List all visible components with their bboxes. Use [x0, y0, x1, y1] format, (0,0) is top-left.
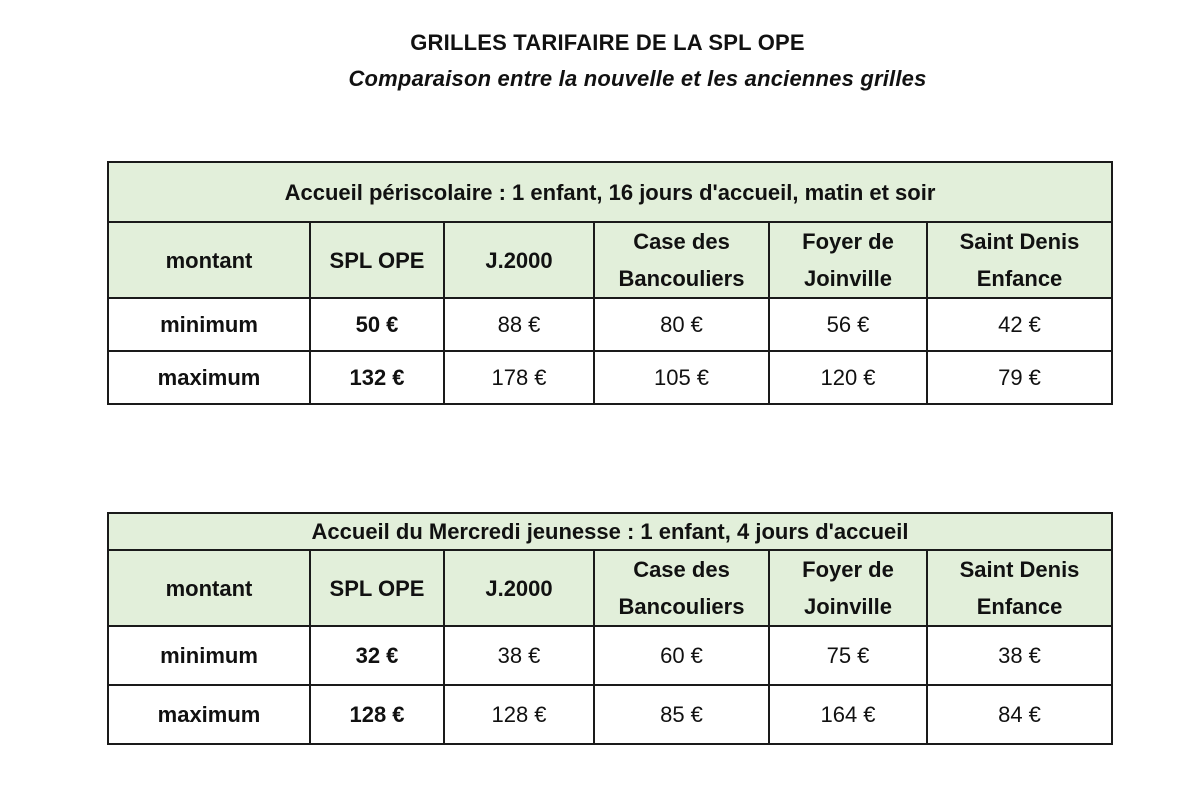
cell-j2000: 178 €: [444, 351, 594, 404]
header-saint-denis-enfance: [927, 222, 1112, 298]
table-row-maximum: [108, 351, 1112, 404]
header-case-des-bancouliers: [594, 222, 769, 298]
cell-foyer-de-joinville: 56 €: [769, 298, 927, 351]
header-line: Enfance: [976, 594, 1063, 619]
header-spl-ope: SPL OPE: [310, 222, 444, 298]
cell-foyer-de-joinville: 75 €: [769, 626, 927, 685]
header-j2000: J.2000: [444, 550, 594, 626]
cell-foyer-de-joinville: 120 €: [769, 351, 927, 404]
cell-spl-ope: 32 €: [310, 626, 444, 685]
table-caption: Accueil périscolaire : 1 enfant, 16 jours d'accueil, matin et soir: [108, 162, 1112, 222]
cell-j2000: 128 €: [444, 685, 594, 744]
header-saint-denis-enfance: [927, 550, 1112, 626]
table-header-row: [108, 222, 1112, 298]
cell-foyer-de-joinville: 164 €: [769, 685, 927, 744]
cell-spl-ope: 132 €: [310, 351, 444, 404]
cell-case-des-bancouliers: 105 €: [594, 351, 769, 404]
cell-j2000: 88 €: [444, 298, 594, 351]
header-montant: montant: [108, 222, 310, 298]
row-label: maximum: [108, 351, 310, 404]
tariff-table-periscolaire: [107, 161, 1113, 405]
header-case-des-bancouliers: [594, 550, 769, 626]
cell-saint-denis-enfance: 38 €: [927, 626, 1112, 685]
header-line: Foyer de: [802, 229, 894, 254]
header-montant: montant: [108, 550, 310, 626]
cell-saint-denis-enfance: 84 €: [927, 685, 1112, 744]
row-label: maximum: [108, 685, 310, 744]
document-title: GRILLES TARIFAIRE DE LA SPL OPE: [410, 30, 805, 55]
header-line: Bancouliers: [618, 594, 745, 619]
cell-j2000: 38 €: [444, 626, 594, 685]
table-caption-row: [108, 162, 1112, 222]
header-line: Joinville: [803, 266, 893, 291]
header-foyer-de-joinville: [769, 222, 927, 298]
cell-case-des-bancouliers: 60 €: [594, 626, 769, 685]
cell-case-des-bancouliers: 80 €: [594, 298, 769, 351]
table-row-maximum: [108, 685, 1112, 744]
table-header-row: [108, 550, 1112, 626]
row-label: minimum: [108, 298, 310, 351]
cell-case-des-bancouliers: 85 €: [594, 685, 769, 744]
table-row-minimum: [108, 626, 1112, 685]
header-foyer-de-joinville: [769, 550, 927, 626]
cell-spl-ope: 128 €: [310, 685, 444, 744]
table-caption: Accueil du Mercredi jeunesse : 1 enfant, 4 jours d'accueil: [108, 513, 1112, 550]
header-spl-ope: SPL OPE: [310, 550, 444, 626]
cell-saint-denis-enfance: 79 €: [927, 351, 1112, 404]
header-line: Enfance: [976, 266, 1063, 291]
row-label: minimum: [108, 626, 310, 685]
header-line: Saint Denis: [959, 557, 1080, 582]
header-line: Bancouliers: [618, 266, 745, 291]
document-subtitle: Comparaison entre la nouvelle et les anciennes grilles: [348, 66, 927, 91]
header-j2000: J.2000: [444, 222, 594, 298]
header-line: Case des: [633, 557, 730, 582]
header-line: Joinville: [803, 594, 893, 619]
cell-saint-denis-enfance: 42 €: [927, 298, 1112, 351]
cell-spl-ope: 50 €: [310, 298, 444, 351]
table-row-minimum: [108, 298, 1112, 351]
document-heading: [0, 30, 1200, 92]
header-line: Saint Denis: [959, 229, 1080, 254]
header-line: Case des: [633, 229, 730, 254]
tariff-table-mercredi: [107, 512, 1113, 745]
header-line: Foyer de: [802, 557, 894, 582]
table-caption-row: [108, 513, 1112, 550]
